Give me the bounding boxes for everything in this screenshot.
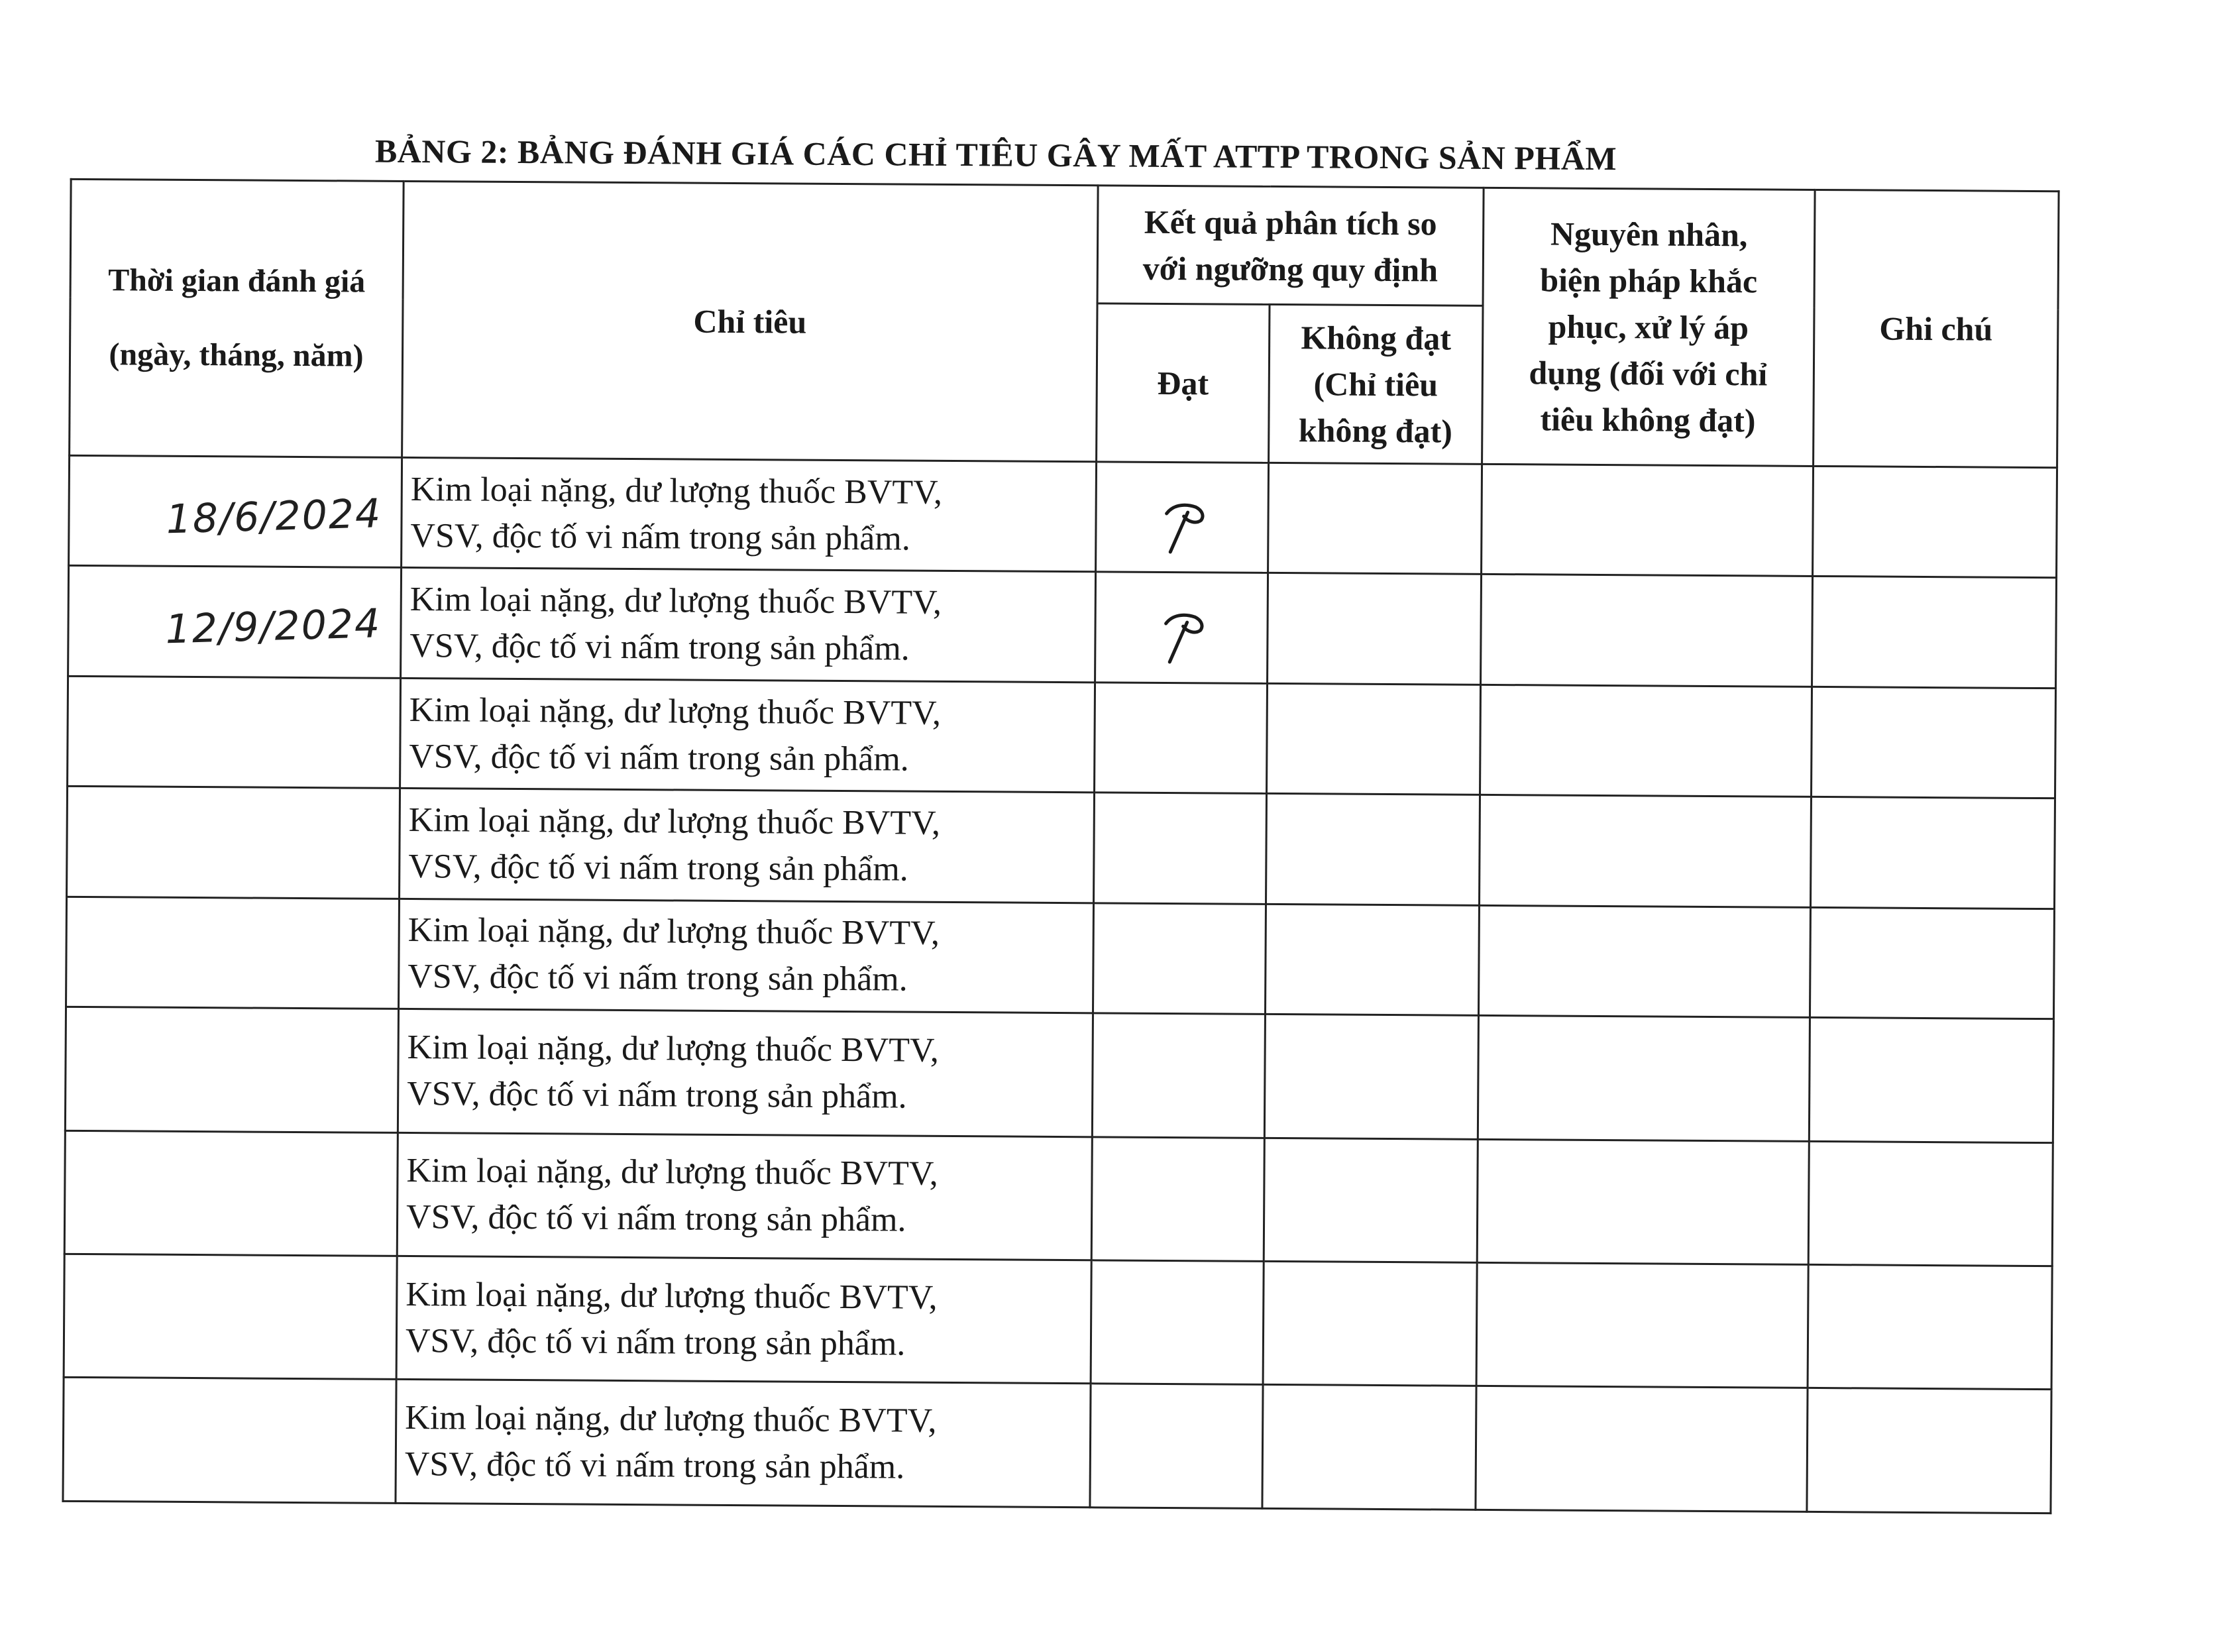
- criteria-line2: VSV, độc tố vi nấm trong sản phẩm.: [408, 847, 908, 889]
- fail-cell: [1268, 463, 1482, 574]
- cause-cell: [1478, 905, 1810, 1017]
- criteria-cell: [396, 1380, 1091, 1508]
- criteria-line2: VSV, độc tố vi nấm trong sản phẩm.: [407, 1074, 907, 1116]
- criteria-line1: Kim loại nặng, dư lượng thuốc BVTV,: [406, 1275, 938, 1317]
- table-row: [68, 566, 2057, 688]
- criteria-line2: VSV, độc tố vi nấm trong sản phẩm.: [405, 1321, 906, 1363]
- date-cell: [64, 1254, 397, 1380]
- pass-cell: [1095, 572, 1268, 683]
- header-fail-line3: không đạt): [1298, 412, 1453, 450]
- criteria-cell: [397, 1132, 1092, 1260]
- criteria-cell: [396, 1256, 1091, 1384]
- fail-cell: [1267, 683, 1481, 795]
- cause-cell: [1478, 1015, 1810, 1141]
- table-title: BẢNG 2: BẢNG ĐÁNH GIÁ CÁC CHỈ TIÊU GÂY MẤT ATTP TRONG SẢN PHẨM: [374, 132, 1617, 178]
- header-row-1: [70, 179, 2059, 309]
- criteria-line1: Kim loại nặng, dư lượng thuốc BVTV,: [408, 800, 941, 842]
- cause-cell: [1481, 575, 1813, 687]
- date-cell: [64, 1130, 398, 1256]
- criteria-line1: Kim loại nặng, dư lượng thuốc BVTV,: [406, 1152, 938, 1193]
- criteria-line2: VSV, độc tố vi nấm trong sản phẩm.: [407, 958, 908, 999]
- date-cell: [66, 897, 400, 1009]
- table-row: [68, 676, 2056, 798]
- pass-cell: [1092, 1013, 1265, 1138]
- header-fail: [1269, 305, 1483, 465]
- header-cause-line5: tiêu không đạt): [1540, 400, 1756, 439]
- table-row: [65, 1007, 2053, 1142]
- notes-cell: [1812, 687, 2056, 798]
- header-notes: Ghi chú: [1814, 190, 2059, 467]
- notes-cell: [1810, 797, 2055, 909]
- notes-cell: [1810, 907, 2054, 1019]
- table-row: [64, 1130, 2053, 1266]
- date-cell: [67, 787, 400, 899]
- criteria-cell: [400, 678, 1095, 793]
- header-time: [70, 179, 404, 457]
- header-criteria: Chỉ tiêu: [402, 181, 1099, 461]
- date-cell: [68, 566, 402, 678]
- pass-cell: [1090, 1384, 1263, 1508]
- table-row: [67, 787, 2055, 909]
- notes-cell: [1808, 1264, 2052, 1390]
- criteria-line1: Kim loại nặng, dư lượng thuốc BVTV,: [409, 690, 942, 732]
- header-cause-line2: biện pháp khắc: [1540, 261, 1758, 300]
- fail-cell: [1266, 794, 1480, 905]
- pass-cell: [1096, 462, 1269, 573]
- notes-cell: [1812, 577, 2057, 688]
- table-row: [69, 455, 2057, 578]
- criteria-line1: Kim loại nặng, dư lượng thuốc BVTV,: [407, 911, 940, 953]
- criteria-cell: [402, 457, 1097, 572]
- criteria-line2: VSV, độc tố vi nấm trong sản phẩm.: [406, 1198, 906, 1239]
- criteria-cell: [400, 789, 1095, 903]
- header-fail-line2: (Chỉ tiêu: [1313, 365, 1438, 404]
- criteria-line1: Kim loại nặng, dư lượng thuốc BVTV,: [407, 1028, 940, 1070]
- cause-cell: [1479, 795, 1811, 907]
- pass-cell: [1094, 793, 1267, 904]
- handwritten-date: 18/6/2024: [165, 490, 383, 543]
- criteria-line1: Kim loại nặng, dư lượng thuốc BVTV,: [410, 470, 943, 512]
- header-cause-line1: Nguyên nhân,: [1550, 215, 1748, 254]
- date-cell: [65, 1007, 398, 1132]
- pass-cell: [1091, 1136, 1264, 1261]
- table-row: [66, 897, 2055, 1019]
- header-cause: [1482, 188, 1816, 466]
- notes-cell: [1807, 1388, 2051, 1514]
- criteria-line1: Kim loại nặng, dư lượng thuốc BVTV,: [405, 1399, 937, 1441]
- notes-cell: [1808, 1141, 2053, 1266]
- fail-cell: [1264, 1014, 1478, 1138]
- pass-cell: [1093, 903, 1266, 1014]
- criteria-line2: VSV, độc tố vi nấm trong sản phẩm.: [410, 516, 910, 558]
- notes-cell: [1809, 1017, 2053, 1142]
- cause-cell: [1477, 1139, 1809, 1265]
- notes-cell: [1813, 466, 2057, 578]
- criteria-cell: [401, 568, 1096, 683]
- evaluation-table: [62, 178, 2059, 1514]
- cause-cell: [1480, 685, 1812, 797]
- fail-cell: [1263, 1261, 1477, 1386]
- cause-cell: [1482, 464, 1814, 576]
- cause-cell: [1476, 1386, 1808, 1512]
- table-body: [63, 455, 2057, 1513]
- date-cell: [63, 1378, 396, 1504]
- criteria-line2: VSV, độc tố vi nấm trong sản phẩm.: [404, 1445, 905, 1486]
- header-pass: Đạt: [1097, 303, 1270, 463]
- criteria-line2: VSV, độc tố vi nấm trong sản phẩm.: [409, 737, 909, 779]
- header-result-line1: Kết quả phân tích so: [1144, 203, 1437, 243]
- header-cause-line3: phục, xử lý áp: [1548, 307, 1749, 347]
- date-cell: [68, 676, 401, 788]
- pass-checkmark-icon: [1161, 496, 1215, 556]
- table-row: [64, 1254, 2052, 1390]
- cause-cell: [1476, 1262, 1808, 1388]
- header-result-line2: với ngưỡng quy định: [1142, 249, 1438, 289]
- criteria-line1: Kim loại nặng, dư lượng thuốc BVTV,: [409, 580, 942, 622]
- criteria-cell: [398, 1009, 1093, 1136]
- date-cell: [69, 455, 402, 567]
- fail-cell: [1264, 1138, 1478, 1262]
- header-time-line1: Thời gian đánh giá: [108, 262, 366, 300]
- fail-cell: [1262, 1385, 1476, 1510]
- table-row: [63, 1378, 2051, 1514]
- header-cause-line4: dụng (đối với chỉ: [1529, 354, 1768, 393]
- fail-cell: [1268, 573, 1482, 685]
- header-result: [1097, 186, 1484, 306]
- header-time-line2: (ngày, tháng, năm): [109, 337, 364, 374]
- pass-cell: [1095, 683, 1268, 794]
- pass-checkmark-icon: [1160, 606, 1214, 666]
- criteria-cell: [399, 899, 1094, 1013]
- fail-cell: [1265, 904, 1479, 1015]
- header-fail-line1: Không đạt: [1301, 319, 1452, 357]
- handwritten-date: 12/9/2024: [164, 600, 382, 653]
- criteria-line2: VSV, độc tố vi nấm trong sản phẩm.: [409, 627, 910, 668]
- pass-cell: [1091, 1260, 1264, 1385]
